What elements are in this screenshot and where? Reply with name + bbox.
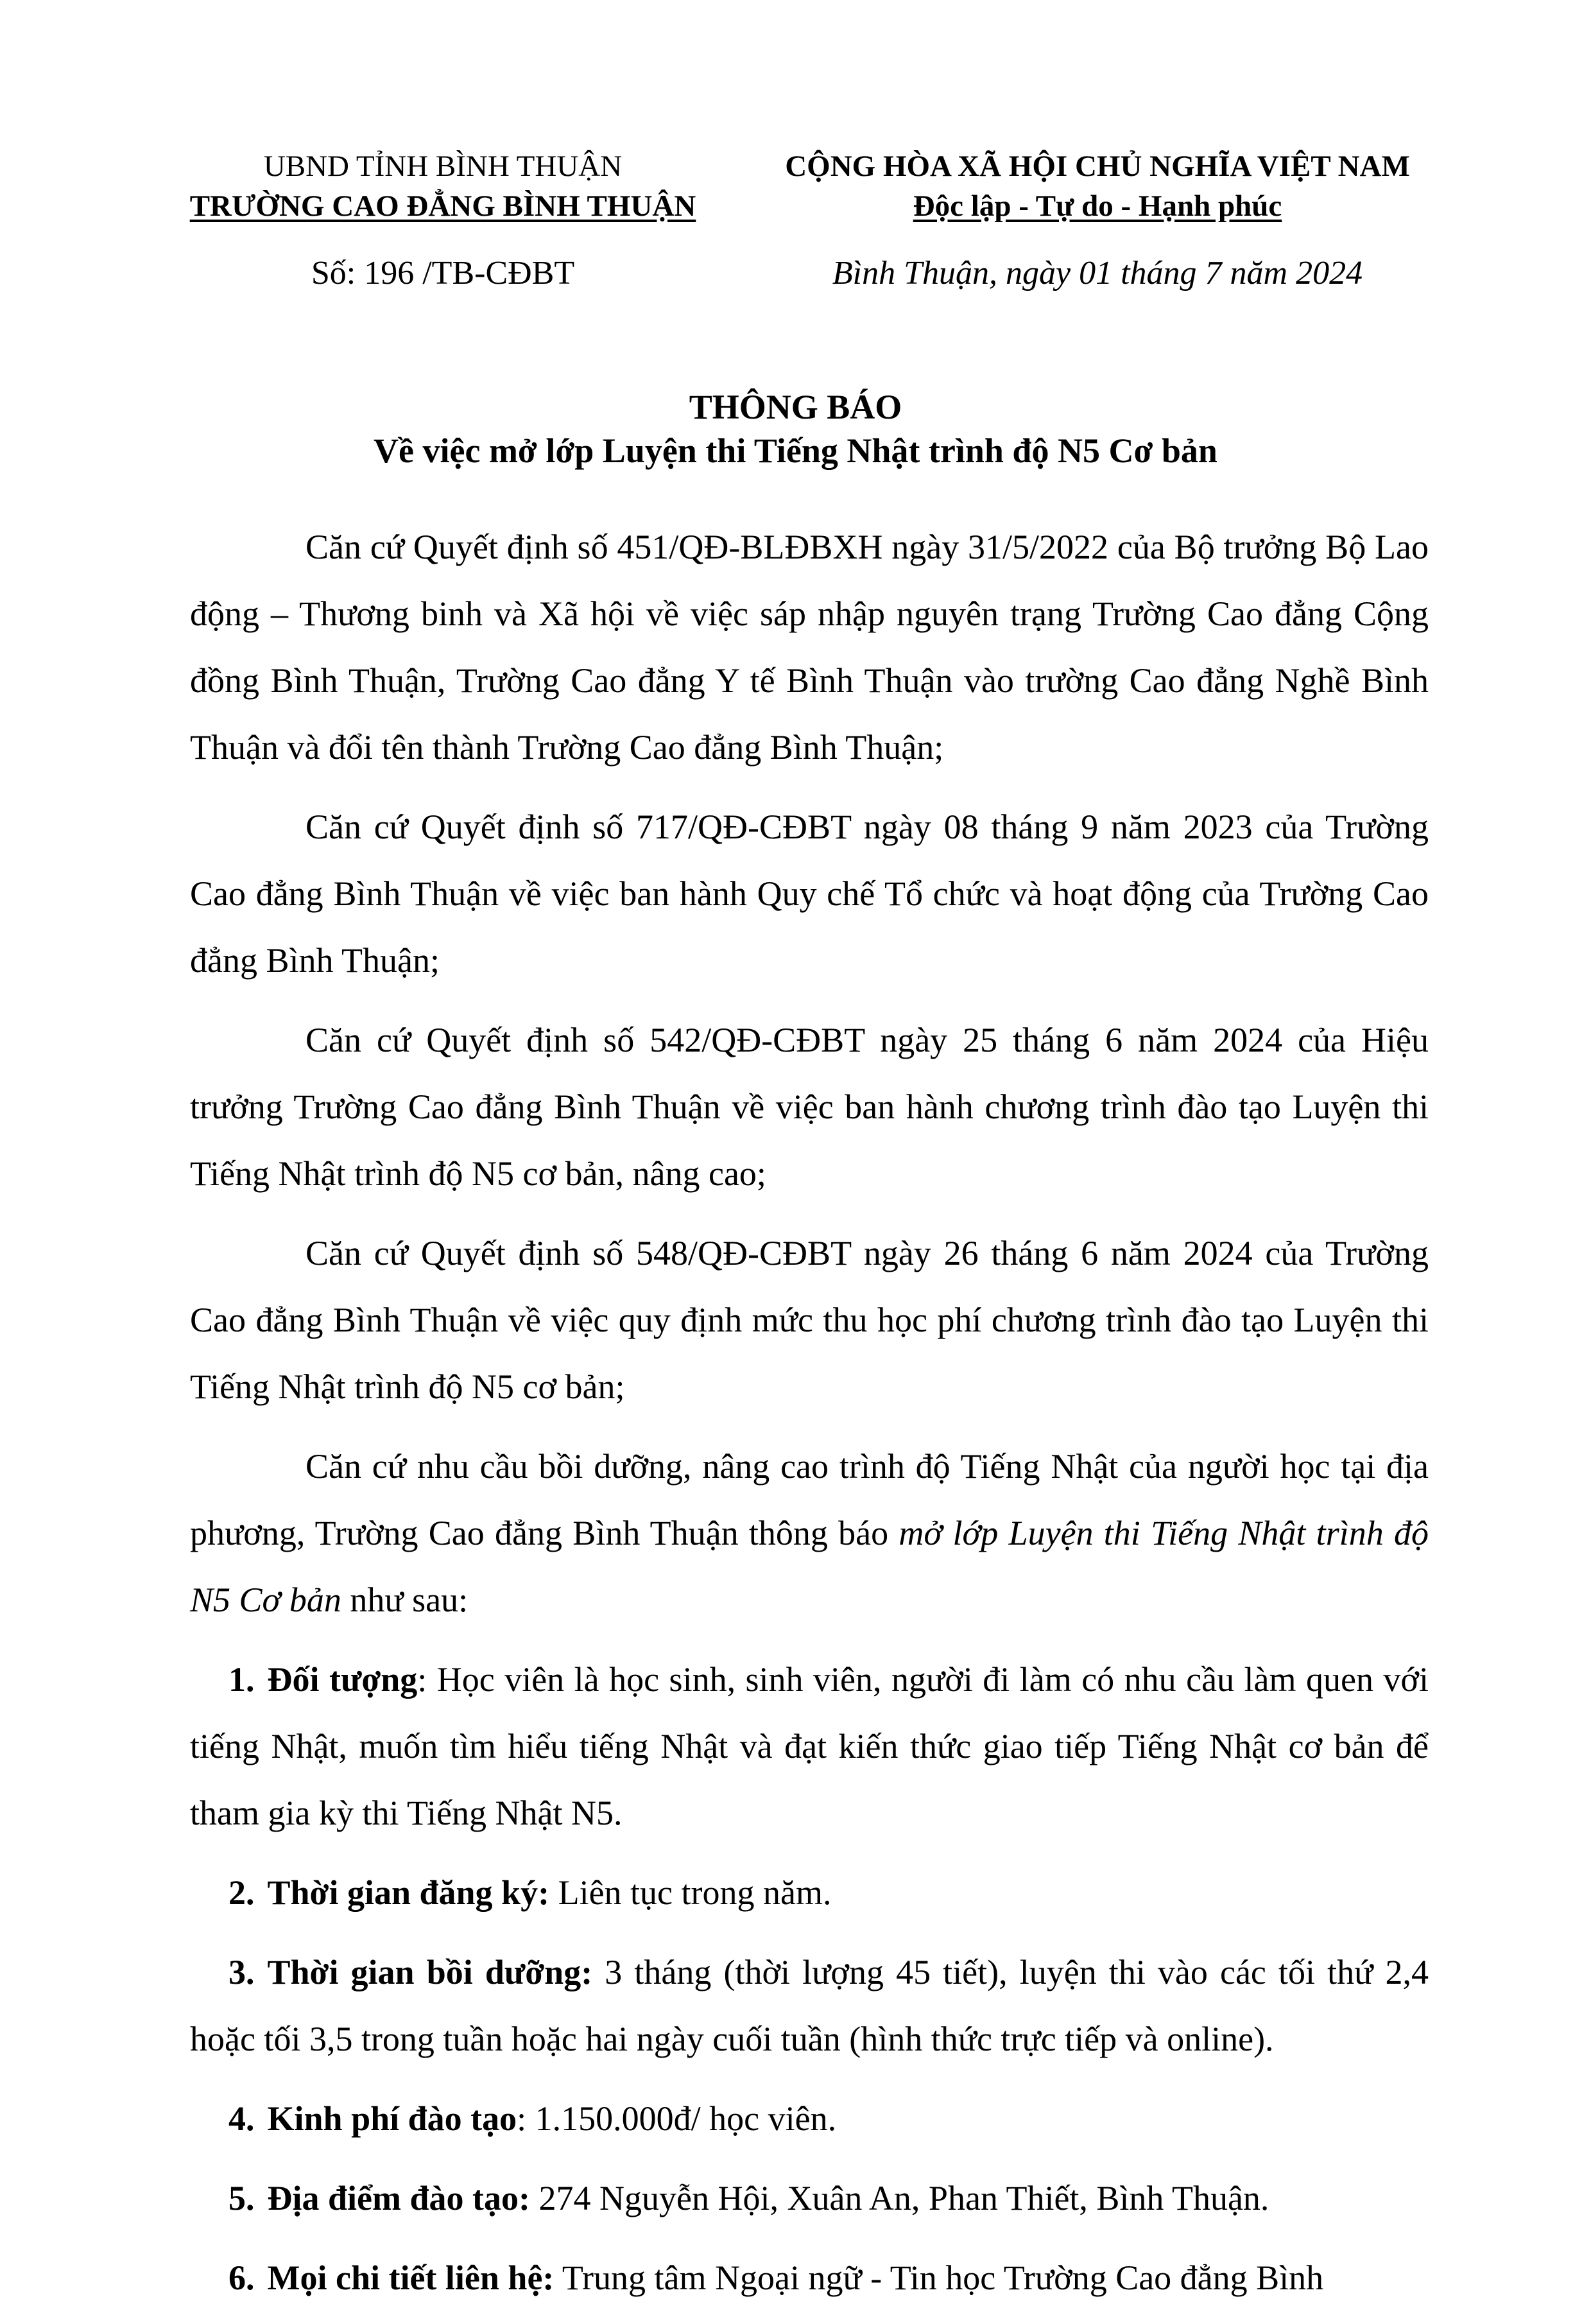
item-text: Liên tục trong năm. — [549, 1873, 832, 1912]
item-label: Địa điểm đào tạo: — [267, 2179, 530, 2217]
item-text: 274 Nguyễn Hội, Xuân An, Phan Thiết, Bình Thuận. — [529, 2179, 1269, 2217]
list-item — [190, 1939, 1429, 2072]
announcement-start: Căn cứ nhu cầu bồi dưỡng, nâng cao trình độ Tiếng Nhật của người học tại địa phương, Trường Cao đẳng Bình Thuận thông báo — [190, 1447, 1429, 1552]
issuer-block — [154, 146, 732, 226]
item-label: Thời gian đăng ký: — [267, 1873, 550, 1912]
list-item — [190, 1859, 1429, 1926]
list-item — [190, 2085, 1429, 2152]
details-list — [190, 1646, 1429, 2311]
announcement-italic: mở lớp Luyện thi Tiếng Nhật trình độ N5 Cơ bản — [190, 1514, 1429, 1619]
paragraph-basis-4: Căn cứ Quyết định số 548/QĐ-CĐBT ngày 26 tháng 6 năm 2024 của Trường Cao đẳng Bình Thuận về việc quy định mức thu học phí chương trình đào tạo Luyện thi Tiếng Nhật trình độ N5 cơ bản; — [190, 1234, 1429, 1406]
paragraph-basis-3: Căn cứ Quyết định số 542/QĐ-CĐBT ngày 25 tháng 6 năm 2024 của Hiệu trưởng Trường Cao đẳng Bình Thuận về việc ban hành chương trình đào tạo Luyện thi Tiếng Nhật trình độ N5 cơ bản, nâng cao; — [190, 1021, 1429, 1193]
item-number: 2. — [228, 1873, 255, 1912]
item-label: Thời gian bồi dưỡng: — [267, 1953, 593, 1991]
issuer-school: TRƯỜNG CAO ĐẲNG BÌNH THUẬN — [189, 189, 696, 223]
country-name: CỘNG HÒA XÃ HỘI CHỦ NGHĨA VIỆT NAM — [785, 150, 1410, 183]
issuer-authority: UBND TỈNH BÌNH THUẬN — [263, 150, 623, 183]
title-subject: Về việc mở lớp Luyện thi Tiếng Nhật trình độ N5 Cơ bản — [374, 431, 1217, 470]
document-number: Số: 196 /TB-CĐBT — [311, 255, 575, 291]
list-item — [190, 2244, 1429, 2311]
item-text: : Học viên là học sinh, sinh viên, người đi làm có nhu cầu làm quen với tiếng Nhật, muốn tìm hiểu tiếng Nhật và đạt kiến thức giao tiếp Tiếng Nhật cơ bản để tham gia kỳ thi Tiếng Nhật N5. — [190, 1660, 1429, 1832]
item-number: 1. — [228, 1660, 255, 1699]
announcement-end: như sau: — [341, 1581, 469, 1619]
item-text: Trung tâm Ngoại ngữ - Tin học Trường Cao đẳng Bình — [554, 2259, 1324, 2297]
item-text: : 1.150.000đ/ học viên. — [517, 2099, 837, 2138]
item-label: Mọi chi tiết liên hệ: — [267, 2259, 555, 2297]
motto: Độc lập - Tự do - Hạnh phúc — [913, 189, 1282, 223]
item-number: 4. — [228, 2099, 255, 2138]
title-main: THÔNG BÁO — [689, 388, 902, 426]
paragraph-basis-1: Căn cứ Quyết định số 451/QĐ-BLĐBXH ngày 31/5/2022 của Bộ trưởng Bộ Lao động – Thương binh và Xã hội về việc sáp nhập nguyên trạng Trường Cao đẳng Cộng đồng Bình Thuận, Trường Cao đẳng Y tế Bình Thuận vào trường Cao đẳng Nghề Bình Thuận và đổi tên thành Trường Cao đẳng Bình Thuận; — [190, 528, 1429, 767]
item-label: Đối tượng — [267, 1660, 418, 1699]
document-title — [0, 385, 1591, 473]
item-number: 3. — [228, 1953, 255, 1991]
item-text: 3 tháng (thời lượng 45 tiết), luyện thi vào các tối thứ 2,4 hoặc tối 3,5 trong tuần hoặc hai ngày cuối tuần (hình thức trực tiếp và online). — [190, 1953, 1429, 2058]
paragraph-basis-2: Căn cứ Quyết định số 717/QĐ-CĐBT ngày 08 tháng 9 năm 2023 của Trường Cao đẳng Bình Thuận về việc ban hành Quy chế Tổ chức và hoạt động của Trường Cao đẳng Bình Thuận; — [190, 808, 1429, 980]
document-date: Bình Thuận, ngày 01 tháng 7 năm 2024 — [832, 255, 1363, 291]
item-label: Kinh phí đào tạo — [267, 2099, 517, 2138]
paragraph-announcement — [190, 1433, 1429, 1633]
list-item — [190, 1646, 1429, 1846]
list-item — [190, 2165, 1429, 2232]
national-motto-block — [732, 146, 1463, 226]
item-number: 5. — [228, 2179, 255, 2217]
document-body — [190, 514, 1429, 2324]
item-number: 6. — [228, 2259, 255, 2297]
